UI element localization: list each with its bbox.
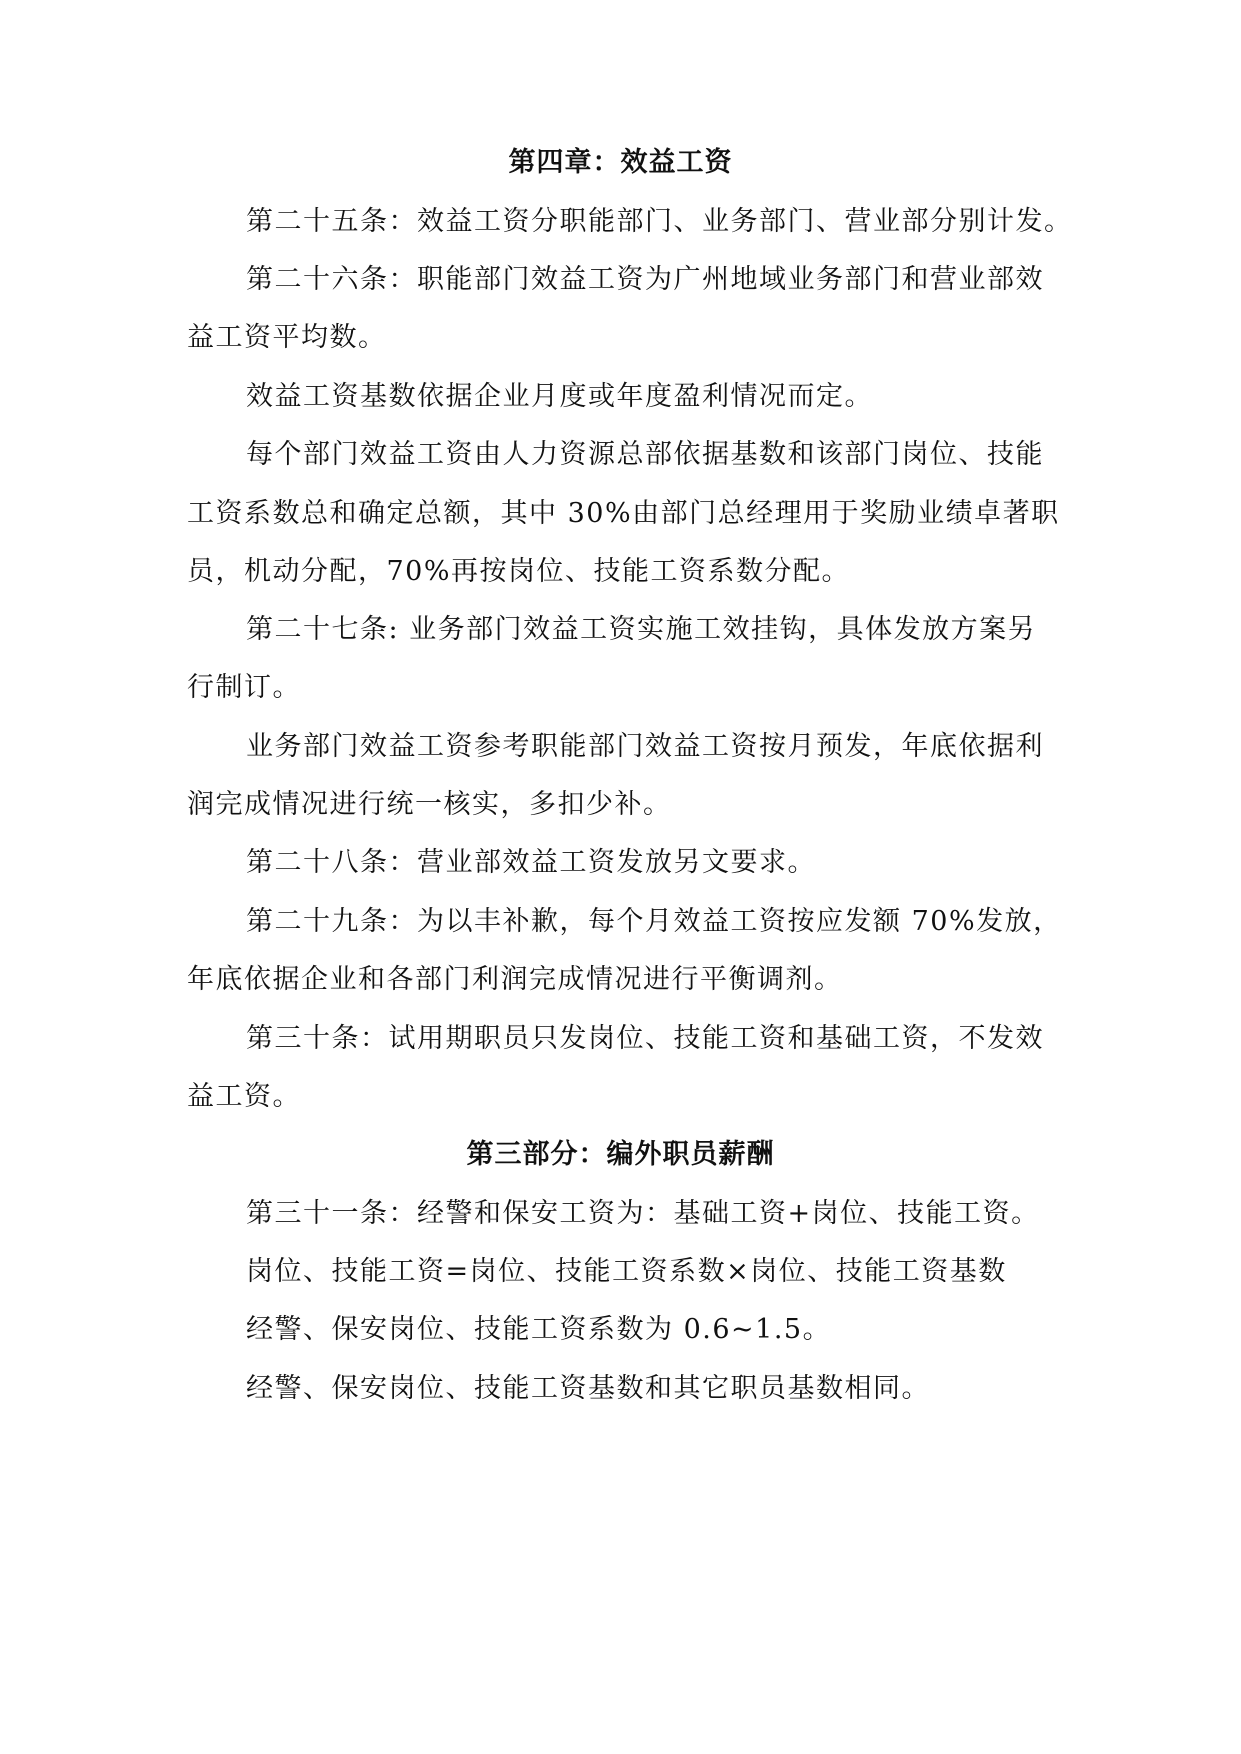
- paragraph-line: 员，机动分配，70%再按岗位、技能工资系数分配。: [187, 556, 851, 587]
- paragraph-line: 第三十一条：经警和保安工资为：基础工资+岗位、技能工资。: [246, 1198, 1040, 1229]
- paragraph-line: 第二十五条：效益工资分职能部门、业务部门、营业部分别计发。: [246, 206, 1073, 237]
- paragraph-line: 效益工资基数依据企业月度或年度盈利情况而定。: [246, 381, 873, 412]
- paragraph-line: 每个部门效益工资由人力资源总部依据基数和该部门岗位、技能: [246, 439, 1044, 470]
- paragraph-line: 第三十条：试用期职员只发岗位、技能工资和基础工资，不发效: [246, 1023, 1044, 1054]
- paragraph-line: 工资系数总和确定总额，其中 30%由部门总经理用于奖励业绩卓著职: [187, 498, 1060, 529]
- part-title: 第三部分：编外职员薪酬: [466, 1139, 775, 1170]
- paragraph-line: 益工资。: [187, 1081, 301, 1112]
- paragraph-line: 经警、保安岗位、技能工资系数为 0.6~1.5。: [246, 1314, 832, 1345]
- paragraph-line: 年底依据企业和各部门利润完成情况进行平衡调剂。: [187, 964, 843, 995]
- paragraph-line: 第二十七条: 业务部门效益工资实施工效挂钩，具体发放方案另: [246, 614, 1037, 645]
- chapter-title: 第四章：效益工资: [508, 147, 733, 178]
- paragraph-line: 行制订。: [187, 672, 301, 703]
- paragraph-line: 第二十九条：为以丰补歉，每个月效益工资按应发额 70%发放，: [246, 906, 1062, 937]
- paragraph-line: 润完成情况进行统一核实，多扣少补。: [187, 789, 672, 820]
- paragraph-line: 业务部门效益工资参考职能部门效益工资按月预发，年底依据利: [246, 731, 1044, 762]
- paragraph-line: 第二十八条：营业部效益工资发放另文要求。: [246, 847, 816, 878]
- paragraph-line: 益工资平均数。: [187, 322, 387, 353]
- paragraph-line: 第二十六条：职能部门效益工资为广州地域业务部门和营业部效: [246, 264, 1044, 295]
- paragraph-line: 经警、保安岗位、技能工资基数和其它职员基数相同。: [246, 1373, 930, 1404]
- paragraph-line: 岗位、技能工资=岗位、技能工资系数×岗位、技能工资基数: [246, 1256, 1007, 1287]
